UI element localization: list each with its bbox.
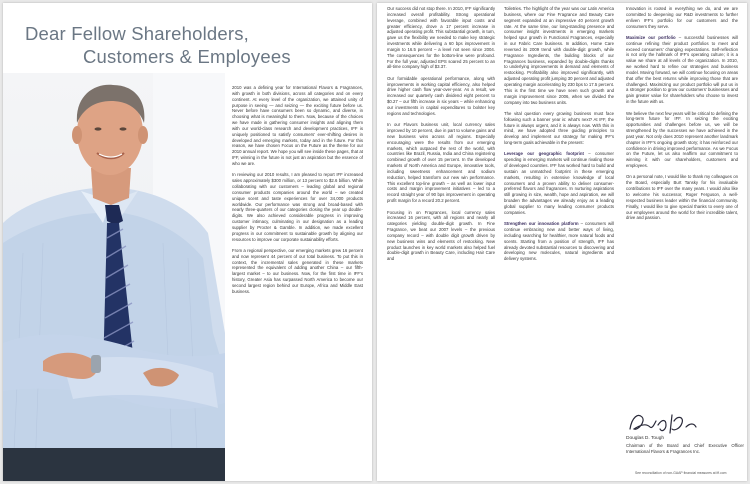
signature-title: Chairman of the Board and Chief Executive Officer International Flavors & Fragrances Inc. xyxy=(626,443,744,454)
paragraph: In reviewing our 2010 results, I am pleased to report IFF increased sales approximately $300 million, or 13 percent to $2.6 billion. While collaborating with our customers – leading global and regional consumer products companies around the world – we created unique scent and taste experiences for over 34,000 products worldwide. Our performance was strong and broad-based with nearly three-quarters of our categories closing the year up double-digits. We also achieved considerable progress in improving customer intimacy, culminating in our designation as a leading supplier by Procter & Gamble. In addition, we made excellent progress in our commitment to sustainable growth by aligning our resources to improve our corporate sustainability efforts. xyxy=(232,172,363,242)
footnote: See reconciliation of non-GAAP financial measures at iff.com xyxy=(635,471,727,475)
letter-body-column-1 xyxy=(387,6,495,268)
letter-body-column-3 xyxy=(626,6,744,454)
portrait-illustration xyxy=(3,73,225,481)
highlight-phrase: Maximize our portfolio xyxy=(626,34,676,40)
executive-portrait-photo xyxy=(3,73,225,481)
highlight-phrase: Strengthen our innovation platform xyxy=(504,221,579,227)
paragraph: In our Flavors business unit, local currency sales improved by 10 percent, due in part to volume gains and new business wins across all regions. Especially encouraging were the results from our emerging markets, which outpaced the rest of the world, with countries like Brazil, Russia, India and China registering combined growth of over 15 percent. In the developed markets of North America and Europe, innovative tools, including sweetness enhancement and sodium reduction, helped transform our new win performance. This excellent top-line growth – as well as lower input costs and margin improvement initiatives – led to a record straight year of 90 bps improvement in operating profit margin for a record 20.2 percent. xyxy=(387,122,495,204)
paragraph: Leverage our geographic footprint – consumer spending in emerging markets will continue rivaling those of developed countries. IFF has worked hard to build and sustain an unmatched footprint in these emerging markets, resulting in extensive knowledge of local consumers and a proven ability to deliver consumer-preferred flavors and fragrances. In nurturing aspirations still growing in size, wealth, hope and aspiration, we will broaden the advantages we already enjoy as a leading global supplier to many leading consumer products companies. xyxy=(504,151,614,215)
paragraph: Maximize our portfolio – successful businesses will continue refining their product portfolios to meet and exceed consumers' changing expectations. Self-reflection is not only the hallmark of IFF's operating culture; it is a value we share at all levels of the organization. In 2010, we worked hard to refine our strategies and business model. Moving forward, we will continue focusing on areas that offer the best returns while improving those that are challenged. Maximizing our product portfolio will put us in a stronger position to grow our customers' businesses and gain greater value for shareholders who choose to invest in the future with us. xyxy=(626,34,738,105)
left-page xyxy=(3,3,372,481)
right-page xyxy=(377,3,747,481)
letter-title-line-2: Customers & Employees xyxy=(83,46,291,67)
handwritten-signature xyxy=(626,407,738,437)
highlight-phrase: Leverage our geographic footprint xyxy=(504,151,584,157)
letter-body-column-2 xyxy=(504,6,614,268)
paragraph: Strengthen our innovation platform – consumers will continue embracing new and better ways of living, including searching for healthier, more natural foods and scents. Starting from a position of strength, IFF has already devoted substantial resources to discovering and developing new molecules, natural ingredients and delivery systems. xyxy=(504,221,615,262)
paragraph: The vital question every growing business must face following such a banner year is: what's next? At IFF, the future is always urgent, and it is always now. With this in mind, we have adopted three guiding principles to develop and implement our strategy for making IFF's long-term goals achievable in the present: xyxy=(504,110,614,146)
paragraph: Focusing in on Fragrances, local currency sales increased 16 percent, with all regions and nearly all categories yielding double-digit growth. In Fine Fragrance, we beat our 2007 levels – the previous company record – with double digit growth driven by new business wins and elements of restocking. New product launches in key world markets also helped fuel double-digit growth in Beauty Care, including Hair Care and xyxy=(387,209,495,262)
letter-body-column-left xyxy=(232,85,363,300)
letter-title-line-1: Dear Fellow Shareholders, xyxy=(25,23,250,44)
paragraph: We believe the next few years will be critical to defining the long-term future for IFF. In seizing the exciting opportunities and challenges before us, we will be strengthened by the successes we have achieved in the past year. Not only does 2010 represent another landmark chapter in IFF's ongoing growth story; it has reinforced our confidence in driving improved performance. As we Focus on the Future, let us also reaffirm our commitment to winning it with our shareholders, customers and employees. xyxy=(626,110,738,169)
paragraph: From a regional perspective, our emerging markets grew 16 percent and now represent 44 percent of our total business. To put this in context, the incremental sales generated in these markets represented the equivalent of adding another China – our fifth-largest market – to our business. Now, for the first time in IFF's history, Greater Asia has surpassed North America to become our second largest region behind our Europe, Africa and Middle East business. xyxy=(232,247,363,294)
signature-name: Douglas D. Tough xyxy=(626,436,665,441)
paragraph: On a personal note, I would like to thank my colleagues on the Board, especially Burt Tansky for his invaluable contributions to IFF over the many years. I would also like to welcome his successor, Roger Ferguson, a well-respected business leader within the financial community. Finally, I would like to give special thanks to every one of our employees around the world for their incredible talent, drive and passion. xyxy=(626,174,738,221)
paragraph: Innovation is rooted in everything we do, and we are committed to deepening our R&D investments to further enliven IFF's portfolio for our customers and the consumers they serve. xyxy=(626,6,738,29)
paragraph: Our formidable operational performance, along with improvements in working capital efficiency, also helped drive higher cash flow year-over-year. As a result, we increased our quarterly cash dividend eight percent to $0.27 – our fifth increase in six years – while enhancing our investments in capital expenditures to bolster key regions and technologies. xyxy=(387,75,495,116)
paragraph: Our success did not stop there. In 2010, IFF significantly increased overall profitability. Strong operational leverage, combined with favorable input costs and greater efficiency, drove a 17 percent increase in adjusted operating profit. This substantial growth, in turn, gave us the flexibility we needed to make key strategic investments while delivering a 60 bps improvement in margin to 16.5 percent – a level not seen since 2004. The consequences for the bottom-line were profound. For the full year, adjusted EPS soared 25 percent to an all-time company high of $3.37. xyxy=(387,6,495,70)
paragraph: 2010 was a defining year for International Flavors & Fragrances, with growth in both divisions, across all categories and on every continent. At every level of the organization, we attained unity of purpose in seeing — and seizing — the exciting future before us. Never before have consumers been so dynamic, and diverse, in choosing what is meaningful to them. Now, because of the choices we have made in gathering consumer insights and aligning them with our world-class research and development practices, IFF is uniquely positioned to satisfy consumers' ever-shifting desires in developed and emerging markets, today and in the future. For this reason, we have chosen Focus on the Future as the theme for our 2010 annual report. We hope you will see inside these pages, that at IFF, winning in the future is not just an aspiration but the essence of who we are. xyxy=(232,85,363,166)
paragraph: Toiletries. The highlight of the year was our Latin America business, where our Fine Fragrance and Beauty Care segment expanded at an impressive 40 percent growth rate. At the same time, our long-standing presence and consumer insight investments in emerging markets helped spur growth in Functional Fragrances, especially in our Fabric Care business. In addition, Home Care reversed its 2009 trend with double-digit growth, while Fragrance Ingredients, the building blocks of our Fragrances business, expanded by double-digits thanks to underlying improvements in demand and elements of restocking. Profitability also improved significantly, with adjusted operating profit jumping 30 percent and adjusted operating margin accelerating by 230 bps to 17.5 percent. This is the first time we have seen such growth and margin improvement since 2006, when we divided the company into two business units. xyxy=(504,6,614,105)
